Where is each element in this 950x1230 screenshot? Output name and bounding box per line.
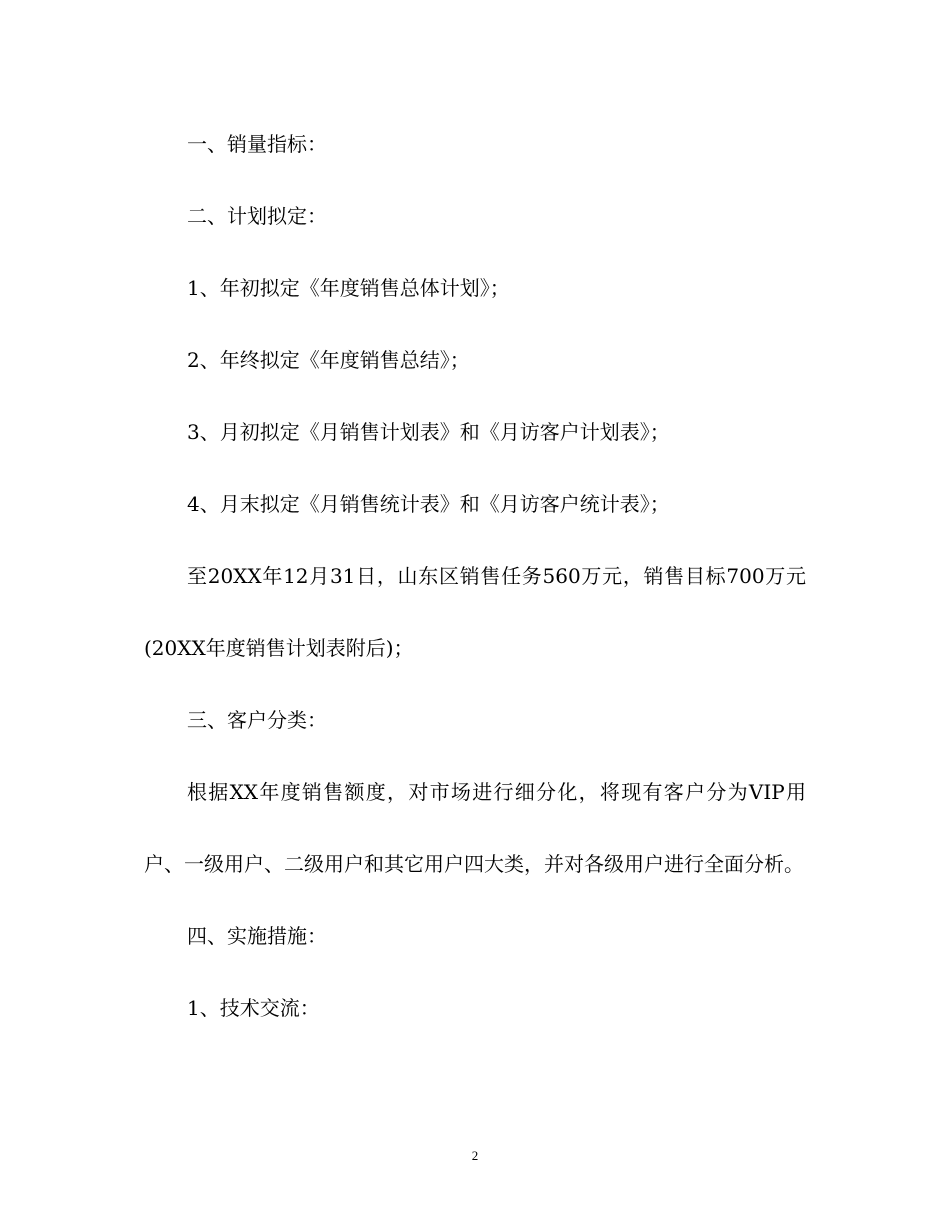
heading-sales-target: 一、销量指标： xyxy=(187,132,327,156)
page-number: 2 xyxy=(471,1148,479,1163)
customer-classification-paragraph: 根据XX年度销售额度，对市场进行细分化，将现有客户分为VIP用户、一级用户、二级用户和其它用户四大类，并对各级用户进行全面分析。 xyxy=(144,780,806,876)
heading-plan-drafting: 二、计划拟定： xyxy=(187,204,327,228)
measure-item-1: 1、技术交流： xyxy=(187,996,320,1020)
plan-item-3: 3、月初拟定《月销售计划表》和《月访客户计划表》； xyxy=(187,420,670,444)
heading-implementation-measures: 四、实施措施： xyxy=(187,924,327,948)
plan-item-1: 1、年初拟定《年度销售总体计划》； xyxy=(187,276,510,300)
sales-task-paragraph: 至20XX年12月31日，山东区销售任务560万元，销售目标700万元(20XX年度销售计划表附后)； xyxy=(144,564,806,660)
plan-item-2: 2、年终拟定《年度销售总结》； xyxy=(187,348,470,372)
document-body xyxy=(144,108,806,1044)
plan-item-4: 4、月末拟定《月销售统计表》和《月访客户统计表》； xyxy=(187,492,670,516)
heading-customer-classification: 三、客户分类： xyxy=(187,708,327,732)
